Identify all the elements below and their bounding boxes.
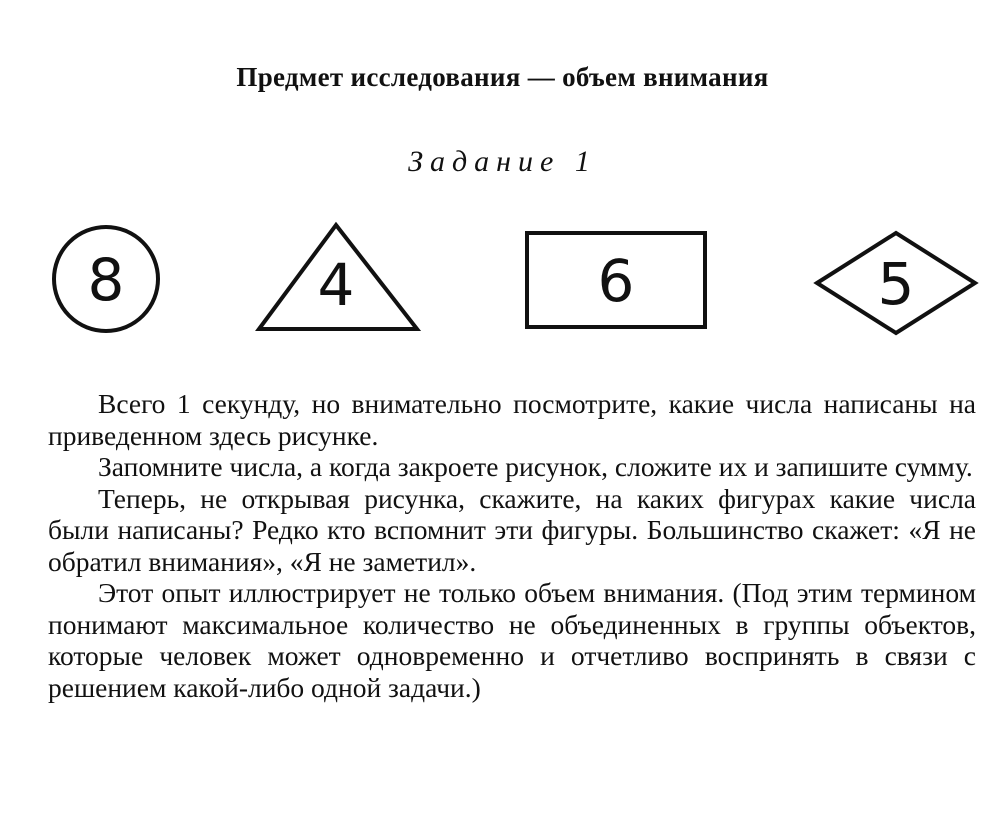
triangle-figure [259, 225, 417, 329]
paragraph-question: Теперь, не открывая рисунка, скажите, на каких фигурах какие числа были написаны? Редко кто вспомнит эти фигуры. Большинство скажет: «Я не обратил внимания», «Я не заметил». [48, 482, 976, 577]
circle-figure [54, 227, 158, 331]
paragraph-explanation: Этот опыт иллюстрирует не только объем внимания. (Под этим термином понимают максимальное количество не объединенных в группы объектов, которые человек может одновременно и отчетливо воспринять в связи с решением какой-либо одной задачи.) [48, 577, 976, 703]
triangle-number: 4 [317, 251, 355, 319]
rectangle-figure [527, 233, 705, 327]
diamond-figure [817, 233, 975, 333]
section-heading: Предмет исследования — объем внимания [236, 62, 769, 92]
diamond-number: 5 [877, 250, 915, 318]
task-title: Задание 1 [408, 145, 597, 178]
paragraph-instruction-sum: Запомните числа, а когда закроете рисунок, сложите их и запишите сумму. [98, 451, 973, 482]
figures-row [0, 215, 1005, 345]
paragraph-instruction-look: Всего 1 секунду, но внимательно посмотрите, какие числа написаны на приведенном здесь рисунке. [48, 388, 976, 451]
circle-number: 8 [87, 246, 125, 314]
figures-svg [0, 215, 1005, 345]
rectangle-number: 6 [597, 247, 635, 315]
body-text [48, 388, 976, 703]
